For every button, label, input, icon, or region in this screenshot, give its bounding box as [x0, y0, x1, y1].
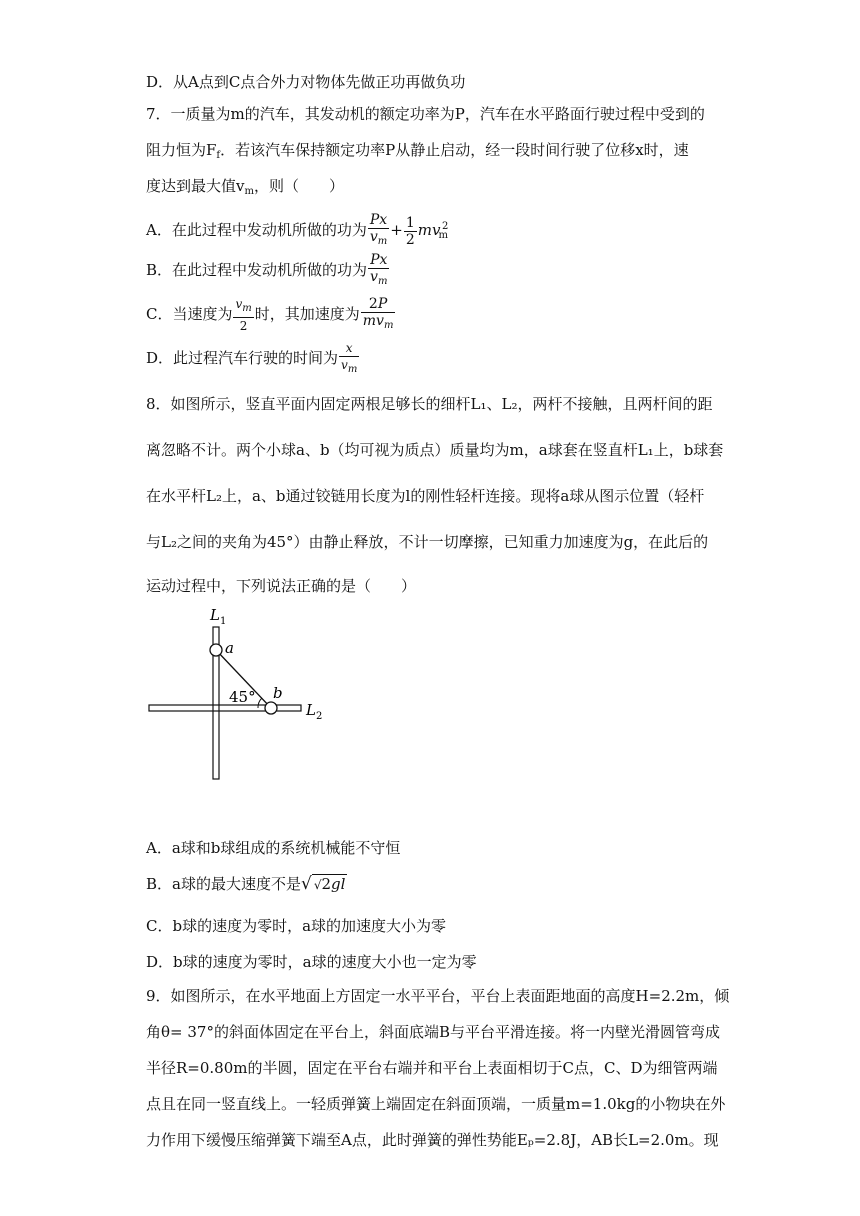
ball-a: [210, 644, 222, 656]
q8-option-d: D．b球的速度为零时，a球的速度大小也一定为零: [146, 953, 477, 971]
q7-stem-line1: 7．一质量为m的汽车，其发动机的额定功率为P，汽车在水平路面行驶过程中受到的: [146, 105, 705, 123]
q7-stem-line3: 度达到最大值$v_m$，则（ ）: [146, 177, 344, 197]
horizontal-rod-l2: [149, 705, 301, 711]
rods-figure: [140, 600, 340, 790]
fraction-px-over-vm: $\frac{Px}{v_m}$: [369, 212, 388, 247]
q8-stem-line3: 在水平杆L₂上，a、b通过铰链用长度为l的刚性轻杆连接。现将a球从图示位置（轻杆: [146, 487, 705, 505]
q8-stem-line1: 8．如图所示，竖直平面内固定两根足够长的细杆L₁、L₂，两杆不接触，且两杆间的距: [146, 395, 713, 413]
fraction-px-over-vm-b: $\frac{Px}{v_m}$: [370, 252, 388, 287]
label-a: a: [225, 639, 234, 657]
q7-stem-line2: 阻力恒为$F_f$．若该汽车保持额定功率P从静止启动，经一段时间行驶了位移x时，速: [146, 141, 689, 161]
fraction-one-half: $\frac{1}{2}$: [405, 214, 415, 248]
fraction-vm-over-2: $\frac{v_m}{2}$: [235, 297, 252, 333]
q8-option-b: B．a球的最大速度不是√ √2gl: [146, 874, 346, 894]
label-l1: $L_1$: [210, 606, 227, 627]
q9-stem-line5: 力作用下缓慢压缩弹簧下端至A点，此时弹簧的弹性势能Eₚ=2.8J，AB长L=2.0m。现: [146, 1131, 719, 1149]
q8-stem-line4: 与L₂之间的夹角为45°）由静止释放，不计一切摩擦，已知重力加速度为g，在此后的: [146, 533, 709, 551]
ball-b: [265, 702, 277, 714]
q9-stem-line1: 9．如图所示，在水平地面上方固定一水平平台，平台上表面距地面的高度H=2.2m，倾: [146, 987, 730, 1005]
q8-option-a: A．a球和b球组成的系统机械能不守恒: [146, 839, 401, 857]
q7-option-b: B．在此过程中发动机所做的功为 $\frac{Px}{v_m}$: [146, 252, 390, 290]
q9-stem-line3: 半径R=0.80m的半圆，固定在平台右端并和平台上表面相切于C点，C、D为细管两端: [146, 1059, 718, 1077]
fraction-x-over-vm: $\frac{x}{v_m}$: [341, 341, 358, 375]
q7-option-d: D．此过程汽车行驶的时间为 $\frac{x}{v_m}$: [146, 340, 360, 378]
q8-stem-line5: 运动过程中，下列说法正确的是（ ）: [146, 577, 417, 595]
q9-stem-line4: 点且在同一竖直线上。一轻质弹簧上端固定在斜面顶端，一质量m=1.0kg的小物块在外: [146, 1095, 726, 1113]
label-l2: $L_2$: [306, 701, 323, 722]
q7-option-c: C．当速度为 $\frac{v_m}{2}$ 时，其加速度为 $\frac{2P}{mv_m}$: [146, 296, 394, 333]
label-angle: 45°: [229, 688, 256, 706]
fraction-2p-over-mvm: $\frac{2P}{mv_m}$: [362, 296, 394, 331]
q8-stem-line2: 离忽略不计。两个小球a、b（均可视为质点）质量均为m，a球套在竖直杆L₁上，b球套: [146, 441, 724, 459]
q6-option-d: D．从A点到C点合外力对物体先做正功再做负功: [146, 73, 466, 91]
q7-option-a: A．在此过程中发动机所做的功为 $\frac{Px}{v_m}$ + $\frac{1}{2}$ $mv_m^2$: [146, 212, 448, 251]
q9-stem-line2: 角θ= 37°的斜面体固定在平台上，斜面底端B与平台平滑连接。将一内壁光滑圆管弯成: [146, 1023, 720, 1041]
label-b: b: [273, 684, 283, 702]
q8-option-c: C．b球的速度为零时，a球的加速度大小为零: [146, 917, 447, 935]
